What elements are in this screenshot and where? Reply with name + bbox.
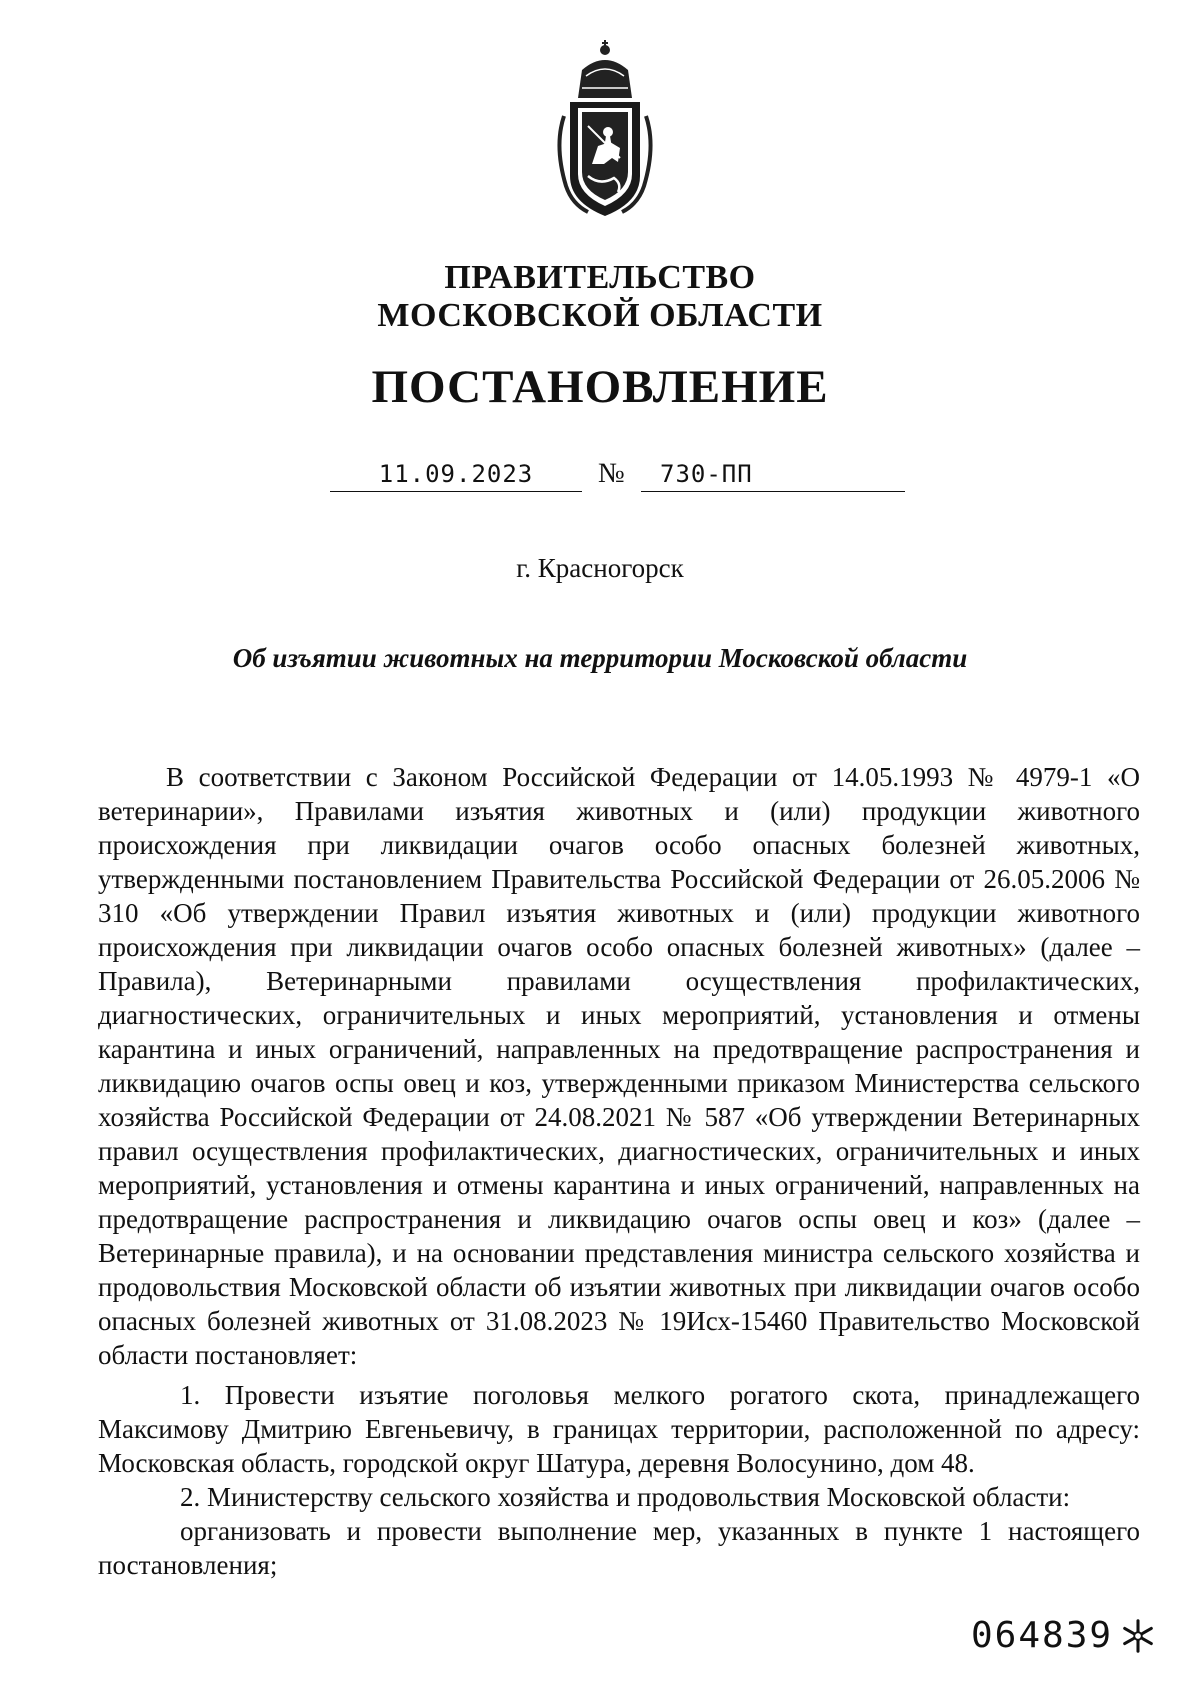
preamble-paragraph: В соответствии с Законом Российской Федерации от 14.05.1993 № 4979-1 «О ветеринарии», Правилами изъятия животных и (или) продукции животного происхождения при ликвидации очагов особо опасных болезней животных, утвержденными постановлением Правительства Российской Федерации от 26.05.2006 № 310 «Об утверждении Правил изъятия животных и (или) продукции животного происхождения при ликвидации очагов особо опасных болезней животных» (далее – Правила), Ветеринарными правилами осуществления профилактических, диагностических, ограничительных и иных мероприятий, установления и отмены карантина и иных ограничений, направленных на предотвращение распространения и ликвидацию очагов оспы овец и коз, утвержденными приказом Министерства сельского хозяйства Российской Федерации от 24.08.2021 № 587 «Об утверждении Ветеринарных правил осуществления профилактических, диагностических, ограничительных и иных мероприятий, установления и отмены карантина и иных ограничений, направленных на предотвращение распространения и ликвидацию очагов оспы овец и коз» (далее – Ветеринарные правила), и на основании представления министра сельского хозяйства и продовольствия Московской области об изъятии животных при ликвидации очагов особо опасных болезней животных от 31.08.2023 № 19Исх-15460 Правительство Московской области постановляет: xyxy=(98,762,1140,1370)
number-underline xyxy=(641,491,905,492)
document-date: 11.09.2023 xyxy=(378,460,534,488)
clause-1-paragraph: 1. Провести изъятие поголовья мелкого рогатого скота, принадлежащего Максимову Дмитрию Евгеньевичу, в границах территории, расположенной по адресу: Московская область, городской округ Шатура, деревня Волосунино, дом 48. xyxy=(98,1380,1140,1478)
organization-name-line2: МОСКОВСКОЙ ОБЛАСТИ xyxy=(377,297,823,334)
document-type-title: ПОСТАНОВЛЕНИЕ xyxy=(371,361,829,413)
date-underline xyxy=(330,491,582,492)
document-subject: Об изъятии животных на территории Московской области xyxy=(232,643,968,673)
clause-2-subitem-paragraph: организовать и провести выполнение мер, указанных в пункте 1 настоящего постановления; xyxy=(98,1516,1140,1580)
number-sign: № xyxy=(598,458,625,489)
clause-2-paragraph: 2. Министерству сельского хозяйства и продовольствия Московской области: xyxy=(180,1482,1071,1512)
coat-of-arms-emblem xyxy=(548,36,662,221)
registry-number: 064839 xyxy=(971,1615,1114,1656)
asterisk-stamp-icon xyxy=(1119,1617,1157,1655)
city-line: г. Красногорск xyxy=(516,553,684,583)
organization-name-line1: ПРАВИТЕЛЬСТВО xyxy=(444,259,756,296)
document-number: 730-ПП xyxy=(660,460,753,488)
